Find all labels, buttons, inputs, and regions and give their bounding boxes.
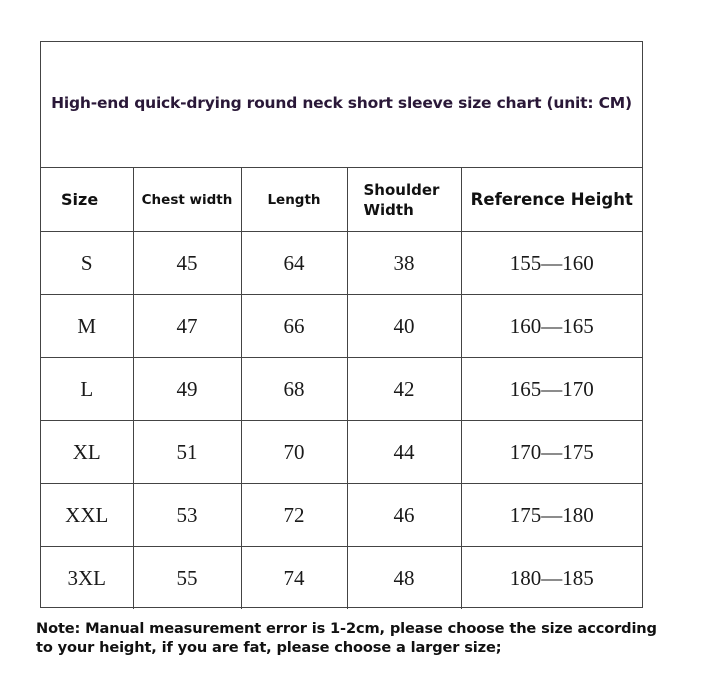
cell-size: S	[41, 232, 133, 295]
cell-chest: 53	[133, 484, 241, 547]
cell-length: 70	[241, 421, 347, 484]
table-row	[41, 547, 642, 610]
cell-height: 175—180	[461, 484, 642, 547]
cell-chest: 45	[133, 232, 241, 295]
cell-shoulder: 44	[347, 421, 461, 484]
table-row	[41, 421, 642, 484]
title-box	[41, 42, 642, 168]
table-row	[41, 232, 642, 295]
cell-height: 165—170	[461, 358, 642, 421]
table-row	[41, 484, 642, 547]
cell-size: M	[41, 295, 133, 358]
cell-chest: 49	[133, 358, 241, 421]
cell-chest: 55	[133, 547, 241, 610]
cell-shoulder: 38	[347, 232, 461, 295]
cell-chest: 47	[133, 295, 241, 358]
chart-title: High-end quick-drying round neck short sleeve size chart (unit: CM)	[51, 94, 632, 112]
table-row	[41, 295, 642, 358]
cell-size: XL	[41, 421, 133, 484]
cell-height: 160—165	[461, 295, 642, 358]
cell-size: XXL	[41, 484, 133, 547]
note-line-2: to your height, if you are fat, please choose a larger size;	[36, 639, 502, 656]
measurement-note	[36, 619, 676, 657]
cell-length: 64	[241, 232, 347, 295]
cell-height: 170—175	[461, 421, 642, 484]
cell-length: 72	[241, 484, 347, 547]
header-size: Size	[41, 168, 133, 232]
cell-height: 180—185	[509, 565, 594, 590]
cell-size: 3XL	[41, 547, 133, 610]
cell-length: 68	[241, 358, 347, 421]
header-length: Length	[241, 168, 347, 232]
cell-length: 66	[241, 295, 347, 358]
cell-size: L	[41, 358, 133, 421]
cell-length: 74	[241, 547, 347, 610]
size-chart	[40, 41, 643, 608]
header-shoulder-line1: Shoulder	[363, 180, 440, 199]
table-row	[41, 358, 642, 421]
cell-shoulder: 48	[347, 547, 461, 610]
header-row	[41, 168, 642, 232]
header-chest-width: Chest width	[133, 168, 241, 232]
cell-shoulder: 42	[347, 358, 461, 421]
cell-shoulder: 40	[347, 295, 461, 358]
cell-height: 155—160	[461, 232, 642, 295]
header-shoulder-line2: Width	[363, 200, 414, 219]
header-reference-height: Reference Height	[461, 168, 642, 232]
cell-shoulder: 46	[347, 484, 461, 547]
header-shoulder-width	[347, 168, 461, 232]
size-table	[41, 168, 642, 609]
note-line-1: Note: Manual measurement error is 1-2cm, please choose the size according	[36, 620, 657, 637]
cell-chest: 51	[133, 421, 241, 484]
